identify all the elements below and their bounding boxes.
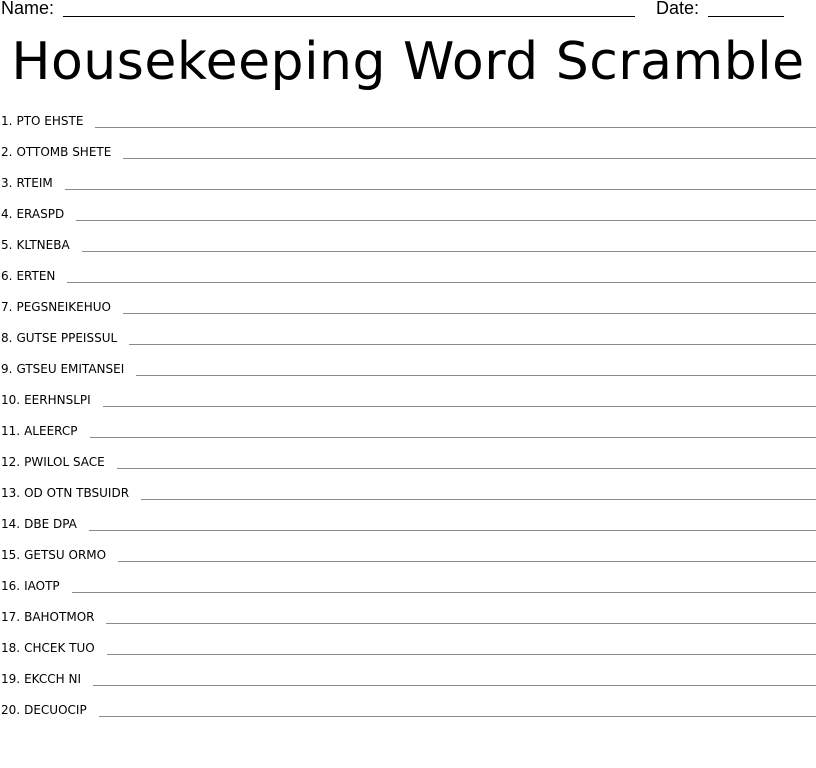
answer-line[interactable] (123, 158, 816, 159)
puzzle-number: 12. (1, 455, 21, 469)
scrambled-word: PWILOL SACE (24, 455, 105, 469)
puzzle-number: 8. (1, 331, 13, 345)
answer-line[interactable] (93, 685, 816, 686)
answer-line[interactable] (72, 592, 816, 593)
puzzle-label (0, 144, 123, 160)
puzzle-label (0, 206, 76, 222)
puzzle-row (0, 547, 816, 578)
puzzle-label (0, 299, 123, 315)
scrambled-word: RTEIM (16, 176, 53, 190)
scrambled-word: PEGSNEIKEHUO (16, 300, 111, 314)
scrambled-word: DECUOCIP (24, 703, 87, 717)
answer-line[interactable] (67, 282, 816, 283)
puzzle-row (0, 392, 816, 423)
scrambled-word: GTSEU EMITANSEI (16, 362, 125, 376)
puzzle-row (0, 702, 816, 733)
scrambled-word: IAOTP (24, 579, 60, 593)
puzzle-label (0, 454, 117, 470)
scrambled-word: KLTNEBA (16, 238, 70, 252)
puzzle-number: 5. (1, 238, 13, 252)
scrambled-word: OD OTN TBSUIDR (24, 486, 130, 500)
puzzle-number: 6. (1, 269, 13, 283)
puzzle-number: 19. (1, 672, 21, 686)
puzzle-number: 4. (1, 207, 13, 221)
puzzle-number: 20. (1, 703, 21, 717)
puzzle-number: 17. (1, 610, 21, 624)
puzzle-row (0, 361, 816, 392)
puzzle-number: 14. (1, 517, 21, 531)
puzzle-row (0, 578, 816, 609)
answer-line[interactable] (89, 530, 816, 531)
scrambled-word: GUTSE PPEISSUL (16, 331, 118, 345)
puzzle-number: 1. (1, 114, 13, 128)
puzzle-label (0, 330, 129, 346)
puzzle-row (0, 237, 816, 268)
scrambled-word: DBE DPA (24, 517, 77, 531)
puzzle-number: 2. (1, 145, 13, 159)
page-title: Housekeeping Word Scramble (11, 32, 805, 92)
puzzle-label (0, 671, 93, 687)
puzzle-label (0, 547, 118, 563)
scrambled-word: EERHNSLPI (24, 393, 91, 407)
date-label: Date: (656, 0, 700, 18)
puzzle-label (0, 237, 82, 253)
answer-line[interactable] (123, 313, 816, 314)
puzzle-number: 15. (1, 548, 21, 562)
puzzle-number: 13. (1, 486, 21, 500)
puzzle-row (0, 640, 816, 671)
answer-line[interactable] (103, 406, 816, 407)
scrambled-word: EKCCH NI (24, 672, 81, 686)
puzzle-row (0, 423, 816, 454)
answer-line[interactable] (90, 437, 816, 438)
puzzle-row (0, 516, 816, 547)
puzzle-number: 3. (1, 176, 13, 190)
answer-line[interactable] (76, 220, 816, 221)
puzzle-label (0, 268, 67, 284)
puzzle-number: 9. (1, 362, 13, 376)
scrambled-word: PTO EHSTE (16, 114, 84, 128)
scrambled-word: GETSU ORMO (24, 548, 107, 562)
puzzle-row (0, 113, 816, 144)
puzzle-row (0, 206, 816, 237)
puzzle-row (0, 485, 816, 516)
answer-line[interactable] (65, 189, 816, 190)
scrambled-word: ALEERCP (24, 424, 78, 438)
puzzle-list (0, 113, 816, 733)
puzzle-label (0, 485, 141, 501)
date-field[interactable] (708, 16, 784, 17)
puzzle-label (0, 361, 136, 377)
answer-line[interactable] (117, 468, 816, 469)
answer-line[interactable] (136, 375, 816, 376)
puzzle-label (0, 609, 106, 625)
puzzle-label (0, 113, 95, 129)
puzzle-number: 18. (1, 641, 21, 655)
answer-line[interactable] (106, 623, 816, 624)
name-label: Name: (1, 0, 55, 18)
answer-line[interactable] (141, 499, 816, 500)
name-field[interactable] (63, 16, 635, 17)
puzzle-row (0, 671, 816, 702)
puzzle-label (0, 702, 99, 718)
answer-line[interactable] (107, 654, 816, 655)
puzzle-row (0, 299, 816, 330)
worksheet-header (0, 0, 816, 22)
puzzle-number: 7. (1, 300, 13, 314)
puzzle-number: 11. (1, 424, 21, 438)
scrambled-word: ERTEN (16, 269, 56, 283)
puzzle-label (0, 392, 103, 408)
puzzle-row (0, 144, 816, 175)
puzzle-label (0, 578, 72, 594)
puzzle-row (0, 454, 816, 485)
puzzle-row (0, 175, 816, 206)
answer-line[interactable] (129, 344, 816, 345)
puzzle-label (0, 516, 89, 532)
puzzle-row (0, 330, 816, 361)
scrambled-word: CHCEK TUO (24, 641, 95, 655)
answer-line[interactable] (95, 127, 816, 128)
puzzle-number: 16. (1, 579, 21, 593)
scrambled-word: OTTOMB SHETE (16, 145, 112, 159)
puzzle-row (0, 609, 816, 640)
scrambled-word: ERASPD (16, 207, 65, 221)
puzzle-label (0, 175, 65, 191)
puzzle-label (0, 423, 90, 439)
puzzle-label (0, 640, 107, 656)
answer-line[interactable] (118, 561, 816, 562)
scrambled-word: BAHOTMOR (24, 610, 95, 624)
answer-line[interactable] (82, 251, 816, 252)
puzzle-row (0, 268, 816, 299)
puzzle-number: 10. (1, 393, 21, 407)
answer-line[interactable] (99, 716, 816, 717)
